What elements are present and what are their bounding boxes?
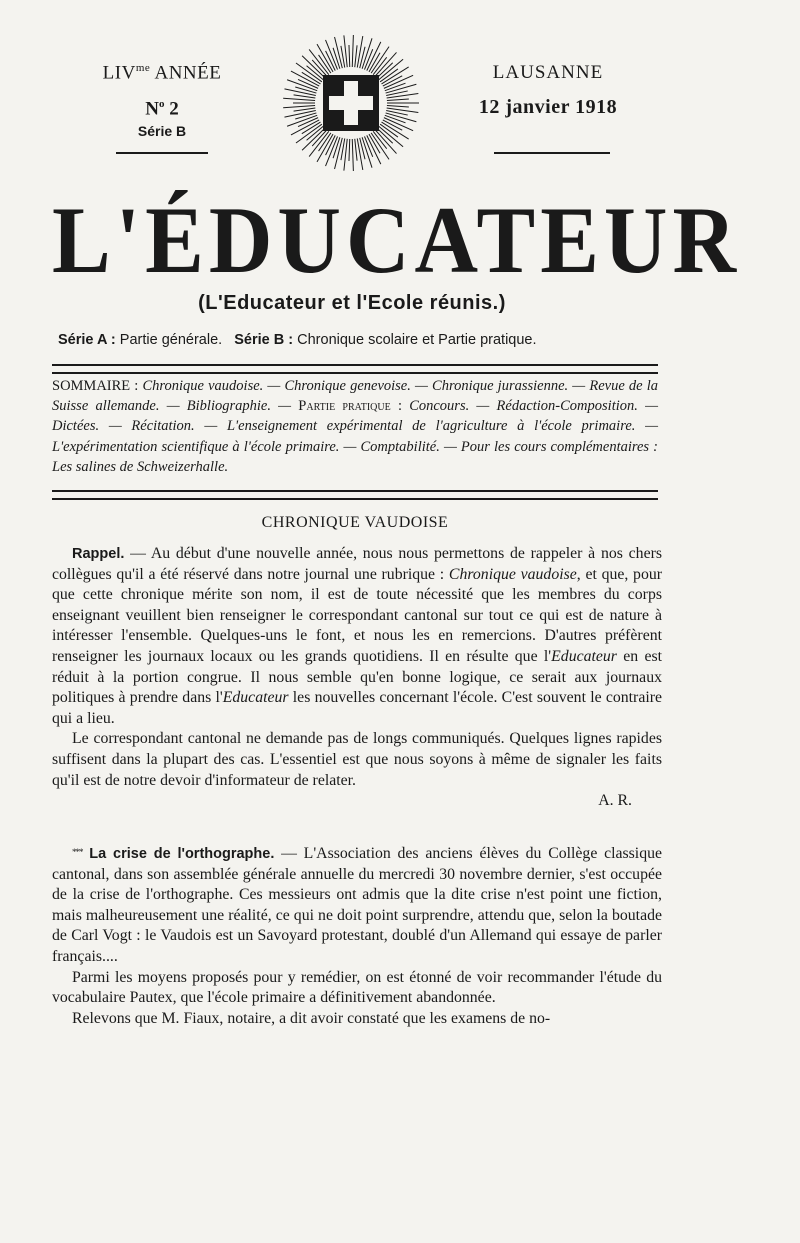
right-divider bbox=[494, 152, 610, 154]
sunburst-ray bbox=[349, 139, 350, 161]
sunburst-ray bbox=[387, 99, 409, 101]
masthead-left bbox=[92, 62, 232, 139]
sunburst-ray bbox=[284, 110, 315, 117]
newspaper-title: L'ÉDUCATEUR bbox=[52, 189, 742, 294]
paragraph: *** La crise de l'orthographe. — L'Association des anciens élèves du Collège classique cantonal, dans son assemblée générale annuelle du mercredi 30 novembre dernier, s'est occupée de la crise de l'orthographe. Ces messieurs ont admis que la dite crise n'est point une fiction, mais malheureusement une réalité, ce qui ne doit point surprendre, attendu que, selon la boutade de Carl Vogt : le Vaudois est un Savoyard protestant, doublé d'un Allemand qui essaye de parler français.... bbox=[52, 845, 663, 965]
masthead-right bbox=[448, 62, 648, 119]
issue-date: 12 janvier 1918 bbox=[478, 96, 618, 118]
place: LAUSANNE bbox=[492, 62, 604, 83]
sunburst-ray bbox=[294, 108, 316, 111]
paragraph: Relevons que M. Fiaux, notaire, a dit avoir constaté que les examens de no- bbox=[72, 1009, 551, 1027]
article-orthographe bbox=[52, 842, 662, 1029]
sunburst-ray bbox=[283, 98, 315, 100]
issue-number: $N^o$ 2 bbox=[145, 98, 179, 120]
paragraph: Le correspondant cantonal ne demande pas de longs communiqués. Quelques lignes rapides suffisent dans la plupart des cas. L'essentiel est que nous soyons à même de signaler les faits qu'il est de notre devoir d'informateur de relater. bbox=[52, 730, 662, 789]
sunburst-ray bbox=[352, 139, 353, 171]
sunburst-ray bbox=[387, 106, 409, 108]
double-rule-bottom bbox=[52, 490, 658, 500]
section-title: CHRONIQUE VAUDOISE bbox=[261, 514, 449, 531]
sunburst-ray bbox=[333, 48, 340, 69]
serie-label: Série B bbox=[137, 122, 187, 139]
double-rule-top bbox=[52, 364, 658, 374]
annee: $LIV^{me}$ ANNÉE bbox=[102, 62, 222, 84]
sunburst-ray bbox=[349, 45, 350, 67]
sunburst-ray bbox=[294, 95, 316, 98]
sunburst-ray bbox=[284, 89, 315, 96]
left-divider bbox=[116, 152, 208, 154]
sunburst-ray bbox=[355, 139, 357, 161]
table-of-contents: SOMMAIRE : Chronique vaudoise. — Chronique genevoise. — Chronique jurassienne. — Revue de la Suisse allemande. — Bibliographie. — Partie pratique : Concours. — Rédaction-Composition. — Dictées. — Récitation. — L'enseignement expérimental de l'agriculture à l'école primaire. — L'expérimentation scientifique à l'école primaire. — Comptabilité. — Pour les cours complémentaires : Les salines de Schweizerhalle. bbox=[52, 378, 658, 475]
signature: A. R. bbox=[598, 792, 632, 810]
series-line: Série A : Partie générale. Série B : Chronique scolaire et Partie pratique. bbox=[58, 332, 537, 348]
sunburst-ray bbox=[357, 36, 363, 68]
sunburst-ray bbox=[367, 135, 381, 164]
article-rappel bbox=[52, 544, 662, 812]
sunburst-ray bbox=[344, 139, 347, 171]
subtitle: (L'Educateur et l'Ecole réunis.) bbox=[198, 292, 506, 314]
sunburst-ray bbox=[283, 106, 315, 108]
sunburst-ray bbox=[333, 137, 340, 158]
sunburst-ray bbox=[367, 42, 381, 71]
paragraph: Rappel. — Au début d'une nouvelle année, nous nous permettons de rappeler à nos chers collègues qu'il a été réservé dans notre journal une rubrique : Chronique vaudoise, et que, pour que cette chronique mérite son nom, il est de toute nécessité que les membres du corps enseignant veuillent bien renseigner le correspondant cantonal sur tout ce qui est de nature à intéresser l'ensemble. Quelques-uns le font, et nous les en remercions. D'autres préfèrent renseigner les journaux locaux ou les grands quotidiens. Il en résulte que l'Educateur en est réduit à la portion congrue. Il nous semble qu'en bonne logique, ce serait aux journaux politiques à prendre dans l'Educateur les nouvelles concernant l'école. C'est souvent le contraire qui a lieu. bbox=[52, 545, 663, 727]
sunburst-ray bbox=[344, 35, 347, 67]
sunburst-ray bbox=[355, 45, 357, 67]
sunburst-ray bbox=[352, 35, 353, 67]
swiss-cross-sunburst-icon bbox=[272, 33, 430, 173]
paragraph: Parmi les moyens proposés pour y remédier, on est étonné de voir recommander l'étude du vocabulaire Pautex, que l'école primaire a définitivement abandonnée. bbox=[52, 968, 662, 1007]
sunburst-ray bbox=[357, 138, 363, 170]
